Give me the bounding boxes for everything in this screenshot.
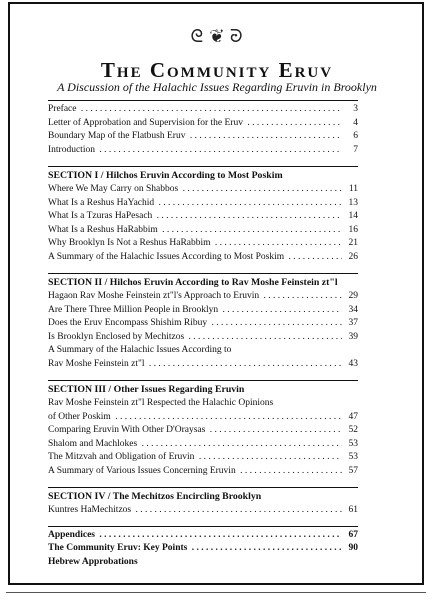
toc-page-number: 6 [351, 130, 358, 144]
toc-entry-title: A Summary of Various Issues Concerning Eruvin [48, 465, 236, 476]
toc-page-number: 7 [351, 144, 358, 158]
toc-entry-title: Why Brooklyn Is Not a Reshus HaRabbim [48, 238, 211, 248]
toc-page-number: 43 [347, 358, 359, 372]
toc-entry-multiline-start[interactable]: Rav Moshe Feinstein zt"l Respected the Halachic Opinions [48, 398, 274, 408]
back-matter-list [48, 529, 358, 556]
toc-entry-title: Preface [48, 104, 77, 114]
toc-entry[interactable] [48, 411, 358, 425]
toc-entry[interactable] [48, 183, 358, 197]
toc-page-number: 37 [347, 317, 359, 331]
table-of-contents [48, 100, 358, 569]
toc-entry[interactable] [48, 251, 358, 265]
toc-entry-title: What Is a Reshus HaYachid [48, 197, 155, 208]
section-3-heading: SECTION III / Other Issues Regarding Eruvin [48, 380, 358, 397]
toc-entry[interactable] [48, 358, 358, 372]
toc-entry[interactable] [48, 424, 358, 438]
toc-entry-title: Comparing Eruvin With Other D'Oraysas [48, 425, 206, 435]
toc-entry[interactable] [48, 529, 358, 543]
decorative-ornament: ᘓ ❦ ᘒ [190, 26, 244, 46]
toc-entry[interactable] [48, 237, 358, 251]
toc-entry-title: Shalom and Machlokes [48, 438, 138, 449]
toc-entry-title: The Mitzvah and Obligation of Eruvin [48, 452, 195, 462]
section-4-heading: SECTION IV / The Mechitzos Encircling Brooklyn [48, 487, 358, 504]
toc-page-number: 47 [347, 411, 359, 425]
toc-page-number: 52 [347, 424, 359, 438]
toc-entry-title: The Community Eruv: Key Points [48, 543, 188, 553]
toc-entry-title: Rav Moshe Feinstein zt"l [48, 358, 145, 369]
section-2-heading: SECTION II / Hilchos Eruvin According to Rav Moshe Feinstein zt"l [48, 273, 358, 290]
toc-entry[interactable] [48, 438, 358, 452]
page-title: The Community Eruv [100, 58, 334, 82]
toc-page-number: 16 [347, 224, 359, 238]
page-subtitle: A Discussion of the Halachic Issues Regarding Eruvin in Brooklyn [57, 80, 377, 94]
toc-entry-title: Appendices [48, 529, 95, 540]
section-1-list [48, 183, 358, 264]
toc-page-number: 4 [351, 117, 358, 131]
toc-entry-title: Hagaon Rav Moshe Feinstein zt"l's Approach to Eruvin [48, 291, 260, 301]
section-3-list [48, 424, 358, 478]
toc-page-number: 14 [347, 210, 359, 224]
toc-entry[interactable] [48, 117, 358, 131]
toc-page-number: 3 [351, 103, 358, 117]
toc-entry[interactable] [48, 465, 358, 479]
toc-entry-final[interactable]: Hebrew Approbations [48, 556, 138, 567]
toc-page-number: 29 [347, 290, 359, 304]
toc-page-number: 34 [347, 304, 359, 318]
toc-page-number: 21 [347, 237, 359, 251]
toc-entry-title: Does the Eruv Encompass Shishim Ribuy [48, 318, 208, 328]
toc-page-number: 11 [347, 183, 358, 197]
toc-entry-title: Boundary Map of the Flatbush Eruv [48, 131, 186, 141]
toc-entry[interactable] [48, 210, 358, 224]
toc-page-number: 26 [347, 251, 359, 265]
toc-page-number: 13 [347, 197, 359, 211]
section-1-heading: SECTION I / Hilchos Eruvin According to Most Poskim [48, 166, 358, 183]
toc-entry-title: of Other Poskim [48, 411, 111, 422]
page-bottom-rule [6, 586, 426, 593]
toc-page-number: 39 [347, 331, 359, 345]
toc-entry-title: What Is a Tzuras HaPesach [48, 211, 153, 221]
toc-entry-title: A Summary of the Halachic Issues According to Most Poskim [48, 251, 285, 262]
toc-entry-title: Where We May Carry on Shabbos [48, 184, 179, 194]
toc-entry-title: Are There Three Million People in Brooklyn [48, 304, 219, 315]
toc-entry[interactable] [48, 130, 358, 144]
section-2-list [48, 290, 358, 344]
toc-entry[interactable] [48, 504, 358, 518]
toc-page-number: 57 [347, 465, 359, 479]
toc-entry[interactable] [48, 290, 358, 304]
toc-entry[interactable] [48, 103, 358, 117]
toc-entry-title: Introduction [48, 144, 95, 155]
toc-entry-title: Is Brooklyn Enclosed by Mechitzos [48, 331, 185, 342]
toc-entry-multiline-start[interactable]: A Summary of the Halachic Issues According to [48, 345, 232, 355]
toc-entry[interactable] [48, 317, 358, 331]
toc-entry[interactable] [48, 331, 358, 345]
toc-entry[interactable] [48, 304, 358, 318]
section-4-list [48, 504, 358, 518]
toc-page-number: 53 [347, 438, 359, 452]
toc-page-number: 53 [347, 451, 359, 465]
divider [48, 526, 358, 527]
divider [48, 100, 358, 101]
toc-entry[interactable] [48, 542, 358, 556]
toc-entry[interactable] [48, 144, 358, 158]
intro-list [48, 103, 358, 157]
toc-page-number: 61 [347, 504, 359, 518]
toc-entry-title: Kuntres HaMechitzos [48, 505, 132, 515]
toc-page-number: 67 [347, 529, 359, 543]
toc-entry[interactable] [48, 224, 358, 238]
toc-page-number: 90 [347, 542, 359, 556]
toc-entry-title: What Is a Reshus HaRabbim [48, 224, 158, 235]
toc-entry[interactable] [48, 197, 358, 211]
toc-entry-title: Letter of Approbation and Supervision for the Eruv [48, 117, 243, 128]
toc-entry[interactable] [48, 451, 358, 465]
